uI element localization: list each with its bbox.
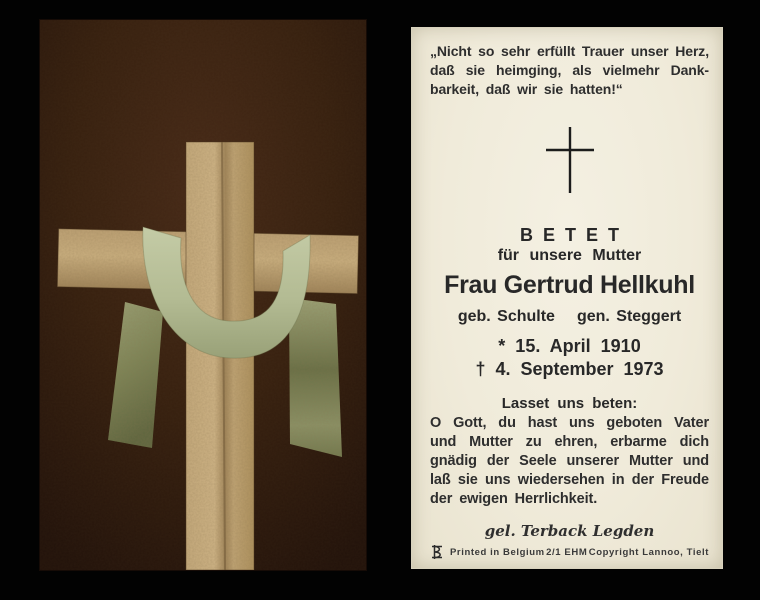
attribution-line: gel. Terback Legden	[484, 522, 655, 540]
printer-footer	[430, 544, 709, 562]
birth-date: * 15. April 1910	[498, 336, 641, 356]
betet-heading: BETET	[519, 225, 629, 245]
cross-icon	[544, 126, 596, 194]
prayer-text	[430, 414, 709, 509]
cross-collage-image	[40, 20, 366, 570]
quote-line: „Nicht so sehr erfüllt Trauer unser Herz,	[430, 43, 709, 59]
prayer-line: laß sie uns wiedersehen in der Freude	[430, 472, 709, 488]
memorial-photo-panel	[40, 20, 366, 570]
maiden-name-line	[430, 307, 709, 326]
copyright-label: Copyright Lannoo, Tielt	[588, 546, 709, 558]
printer-logo-icon	[430, 544, 445, 560]
called-name: gen. Steggert	[576, 308, 682, 325]
cross-symbol-wrap	[430, 126, 709, 194]
quote-line: barkeit, daß wir sie hatten!“	[430, 81, 623, 97]
death-date: † 4. September 1973	[475, 359, 664, 379]
printer-left-group	[430, 544, 545, 560]
prayer-line: gnädig der Seele unserer Mutter und	[430, 453, 709, 469]
right-ribbon	[289, 298, 342, 457]
dedication-line: für unsere Mutter	[497, 247, 642, 264]
printed-in-label: Printed in Belgium	[450, 546, 545, 558]
memorial-quote	[430, 42, 709, 99]
print-code: 2/1 EHM	[546, 546, 588, 558]
memorial-card-text-panel	[412, 28, 722, 568]
prayer-title: Lasset uns beten:	[501, 395, 638, 412]
quote-line: daß sie heimging, als vielmehr Dank-	[430, 62, 709, 78]
prayer-line: und Mutter zu ehren, erbarme dich	[430, 434, 709, 450]
maiden-name: geb. Schulte	[457, 308, 555, 325]
prayer-line: O Gott, du hast uns geboten Vater	[430, 415, 709, 431]
deceased-name: Frau Gertrud Hellkuhl	[444, 271, 695, 299]
prayer-line: der ewigen Herrlichkeit.	[430, 491, 598, 507]
